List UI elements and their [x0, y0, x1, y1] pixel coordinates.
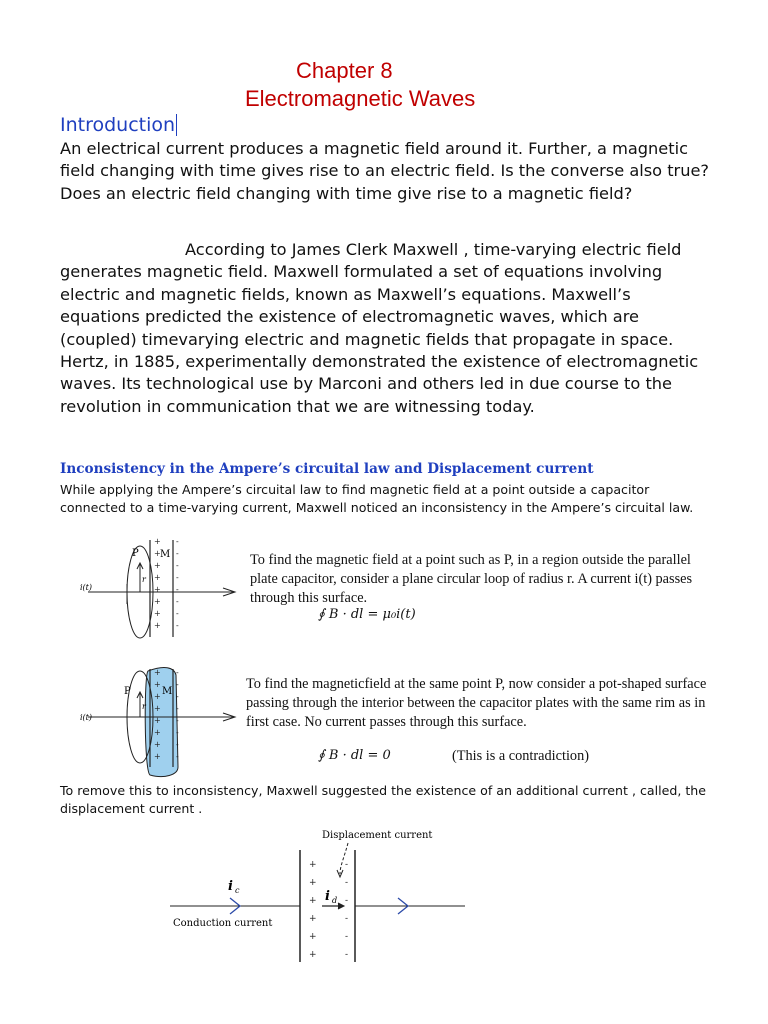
figure2-equation: ∮ B · dl = 0: [318, 748, 391, 763]
fig2-radius-label: r: [142, 702, 146, 711]
chapter-title: Electromagnetic Waves: [245, 86, 476, 111]
svg-text:-: -: [176, 740, 179, 749]
svg-text:+: +: [309, 914, 317, 924]
svg-text:-: -: [176, 573, 179, 582]
svg-text:-: -: [176, 752, 179, 761]
svg-text:+: +: [154, 573, 161, 582]
svg-text:-: -: [176, 609, 179, 618]
svg-text:-: -: [345, 950, 349, 960]
ic-label: i: [228, 879, 233, 894]
svg-text:-: -: [176, 597, 179, 606]
svg-text:+: +: [154, 728, 161, 737]
displacement-current-label: Displacement current: [322, 830, 433, 841]
svg-text:+: +: [154, 609, 161, 618]
capacitor-charges: [309, 860, 348, 960]
fig2-current-label: i(t): [80, 713, 93, 722]
svg-text:-: -: [345, 932, 349, 942]
fig1-point-label: P: [132, 548, 139, 559]
id-subscript: d: [332, 896, 338, 905]
svg-text:-: -: [345, 896, 349, 906]
introduction-heading-text: Introduction: [60, 114, 176, 136]
svg-text:+: +: [154, 716, 161, 725]
svg-text:-: -: [176, 549, 179, 558]
figure2-description: To find the magneticfield at the same point P, now consider a pot-shaped surface passing through the interior between the capacitor plates with the same rim as in first case. No current passes through this surface.: [246, 676, 707, 730]
svg-text:+: +: [309, 932, 317, 942]
svg-text:+: +: [154, 704, 161, 713]
conduction-current-label: Conduction current: [173, 918, 273, 929]
text-cursor: [176, 114, 183, 136]
svg-text:+: +: [154, 561, 161, 570]
svg-text:+: +: [154, 585, 161, 594]
svg-text:+: +: [154, 692, 161, 701]
svg-text:+: +: [154, 740, 161, 749]
fig2-loop-label: M: [162, 686, 173, 697]
svg-text:-: -: [176, 621, 179, 630]
svg-text:+: +: [154, 537, 161, 546]
svg-text:+: +: [154, 668, 161, 677]
svg-text:+: +: [309, 860, 317, 870]
svg-text:-: -: [176, 561, 179, 570]
figure3-diagram: [170, 824, 480, 964]
intro-paragraph-2: According to James Clerk Maxwell , time-varying electric field generates magnetic field. Maxwell formulated a set of equations involving electric and magnetic fields, known as Maxwell’s equations. Maxwell’s equations predicted the existence of electromagnetic waves, which are (coupled) timevarying electric and magnetic fields that propagate in space. Hertz, in 1885, experimentally demonstrated the existence of electromagnetic waves. Its technological use by Marconi and others led in due course to the revolution in communication that we are witnessing today.: [60, 240, 699, 416]
svg-text:-: -: [345, 860, 349, 870]
svg-text:+: +: [154, 597, 161, 606]
svg-text:-: -: [176, 585, 179, 594]
figure1-equation: ∮ B · dl = μ₀i(t): [318, 607, 416, 622]
svg-text:-: -: [176, 537, 179, 546]
svg-text:+: +: [154, 752, 161, 761]
svg-text:-: -: [176, 692, 179, 701]
conclusion-text: To remove this to inconsistency, Maxwell suggested the existence of an additional current , called, the displacement current .: [60, 783, 707, 816]
id-label: i: [325, 889, 330, 904]
chapter-number: Chapter 8: [296, 58, 393, 83]
svg-text:-: -: [176, 668, 179, 677]
fig1-radius-label: r: [142, 575, 146, 584]
intro-paragraph-1: An electrical current produces a magnetic field around it. Further, a magnetic field changing with time gives rise to an electric field. Is the converse also true? Does an electric field changing with time give rise to a magnetic field?: [60, 139, 710, 203]
svg-text:+: +: [154, 680, 161, 689]
svg-text:+: +: [154, 549, 161, 558]
figure1-diagram: [60, 532, 240, 642]
ic-subscript: c: [235, 886, 240, 895]
svg-text:-: -: [345, 914, 349, 924]
svg-text:-: -: [176, 680, 179, 689]
svg-text:-: -: [176, 704, 179, 713]
figure1-description: To find the magnetic field at a point such as P, in a region outside the parallel plate capacitor, consider a plane circular loop of radius r. A current i(t) passes through this surface.: [250, 552, 693, 606]
figure2-note: (This is a contradiction): [452, 748, 589, 764]
svg-text:-: -: [176, 728, 179, 737]
svg-text:+: +: [154, 621, 161, 630]
svg-text:+: +: [309, 896, 317, 906]
fig1-loop-label: M: [160, 549, 171, 560]
introduction-heading: [60, 114, 183, 136]
fig1-current-label: i(t): [80, 583, 93, 592]
section-intro-text: While applying the Ampere’s circuital law to find magnetic field at a point outside a capacitor connected to a time-varying current, Maxwell noticed an inconsistency in the Ampere’s circuital law.: [60, 482, 694, 515]
svg-text:+: +: [309, 878, 317, 888]
svg-text:+: +: [309, 950, 317, 960]
section-heading: Inconsistency in the Ampere’s circuital law and Displacement current: [60, 461, 594, 477]
figure2-diagram: [60, 663, 240, 779]
svg-text:-: -: [176, 716, 179, 725]
svg-text:-: -: [345, 878, 349, 888]
fig2-point-label: P: [124, 686, 131, 697]
